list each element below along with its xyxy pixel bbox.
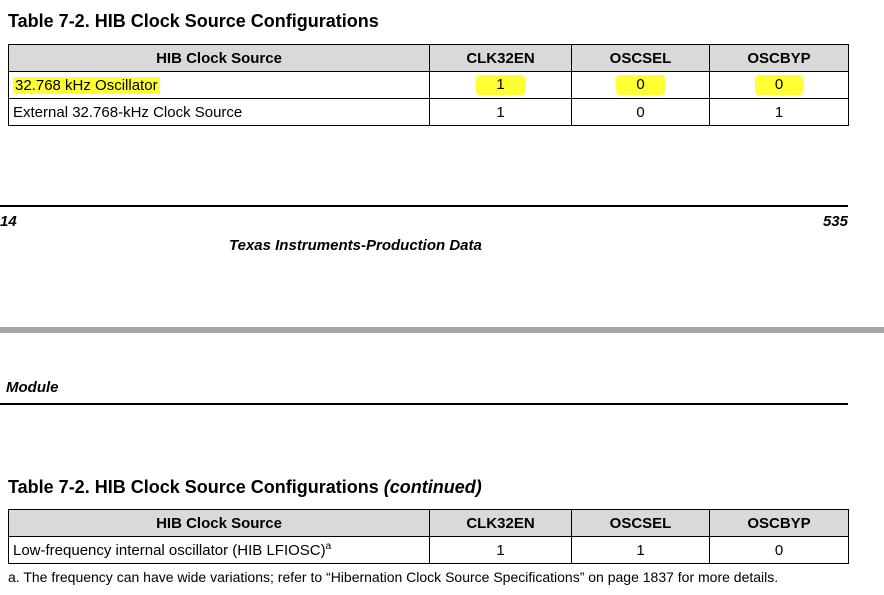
table-row	[9, 99, 849, 126]
page-number-right: 535	[822, 213, 848, 230]
column-header-oscsel: OSCSEL	[572, 510, 710, 537]
footnote-marker: a	[325, 540, 332, 552]
highlighted-value: 0	[755, 75, 803, 95]
column-header-clk32en: CLK32EN	[430, 45, 572, 72]
table2-title-suffix: (continued)	[383, 477, 482, 497]
highlighted-value: 1	[476, 75, 524, 95]
table2-title	[8, 476, 482, 498]
table-row	[9, 537, 849, 564]
table-footnote: a. The frequency can have wide variations; refer to “Hibernation Clock Source Specifications” on page 1837 for more details.	[8, 569, 779, 585]
page-header-label: Module	[6, 379, 59, 396]
table-cell-oscsel	[572, 72, 710, 99]
page-number-left: 14	[0, 213, 17, 230]
table-cell-oscsel: 1	[572, 537, 710, 564]
highlighted-text: 32.768 kHz Oscillator	[15, 76, 158, 94]
table2-title-text: Table 7-2. HIB Clock Source Configurations	[8, 477, 379, 497]
column-header-oscbyp: OSCBYP	[710, 45, 849, 72]
page-separator	[0, 327, 884, 333]
clock-source-table	[8, 44, 849, 126]
clock-source-table-continued	[8, 509, 849, 564]
table1-title: Table 7-2. HIB Clock Source Configurations	[8, 11, 379, 31]
table-cell-oscsel: 0	[572, 99, 710, 126]
table-cell-clk32en	[430, 72, 572, 99]
column-header-oscsel: OSCSEL	[572, 45, 710, 72]
footer-rule	[0, 205, 848, 207]
table-cell-oscbyp: 1	[710, 99, 849, 126]
source-text: Low-frequency internal oscillator (HIB LFIOSC)	[13, 541, 326, 559]
table-cell-clk32en: 1	[430, 537, 572, 564]
column-header-clk32en: CLK32EN	[430, 510, 572, 537]
table-cell-source	[9, 72, 430, 99]
table-header-row	[9, 45, 849, 72]
table-cell-clk32en: 1	[430, 99, 572, 126]
table-cell-source	[9, 537, 430, 564]
column-header-hib-clock-source: HIB Clock Source	[9, 510, 430, 537]
table-row	[9, 72, 849, 99]
column-header-oscbyp: OSCBYP	[710, 510, 849, 537]
header-rule	[0, 403, 848, 405]
highlighted-value: 0	[616, 75, 664, 95]
table-cell-source: External 32.768-kHz Clock Source	[9, 99, 430, 126]
table-cell-oscbyp	[710, 72, 849, 99]
table-header-row	[9, 510, 849, 537]
table-cell-oscbyp: 0	[710, 537, 849, 564]
column-header-hib-clock-source: HIB Clock Source	[9, 45, 430, 72]
footer-publisher-text: Texas Instruments-Production Data	[229, 237, 482, 254]
